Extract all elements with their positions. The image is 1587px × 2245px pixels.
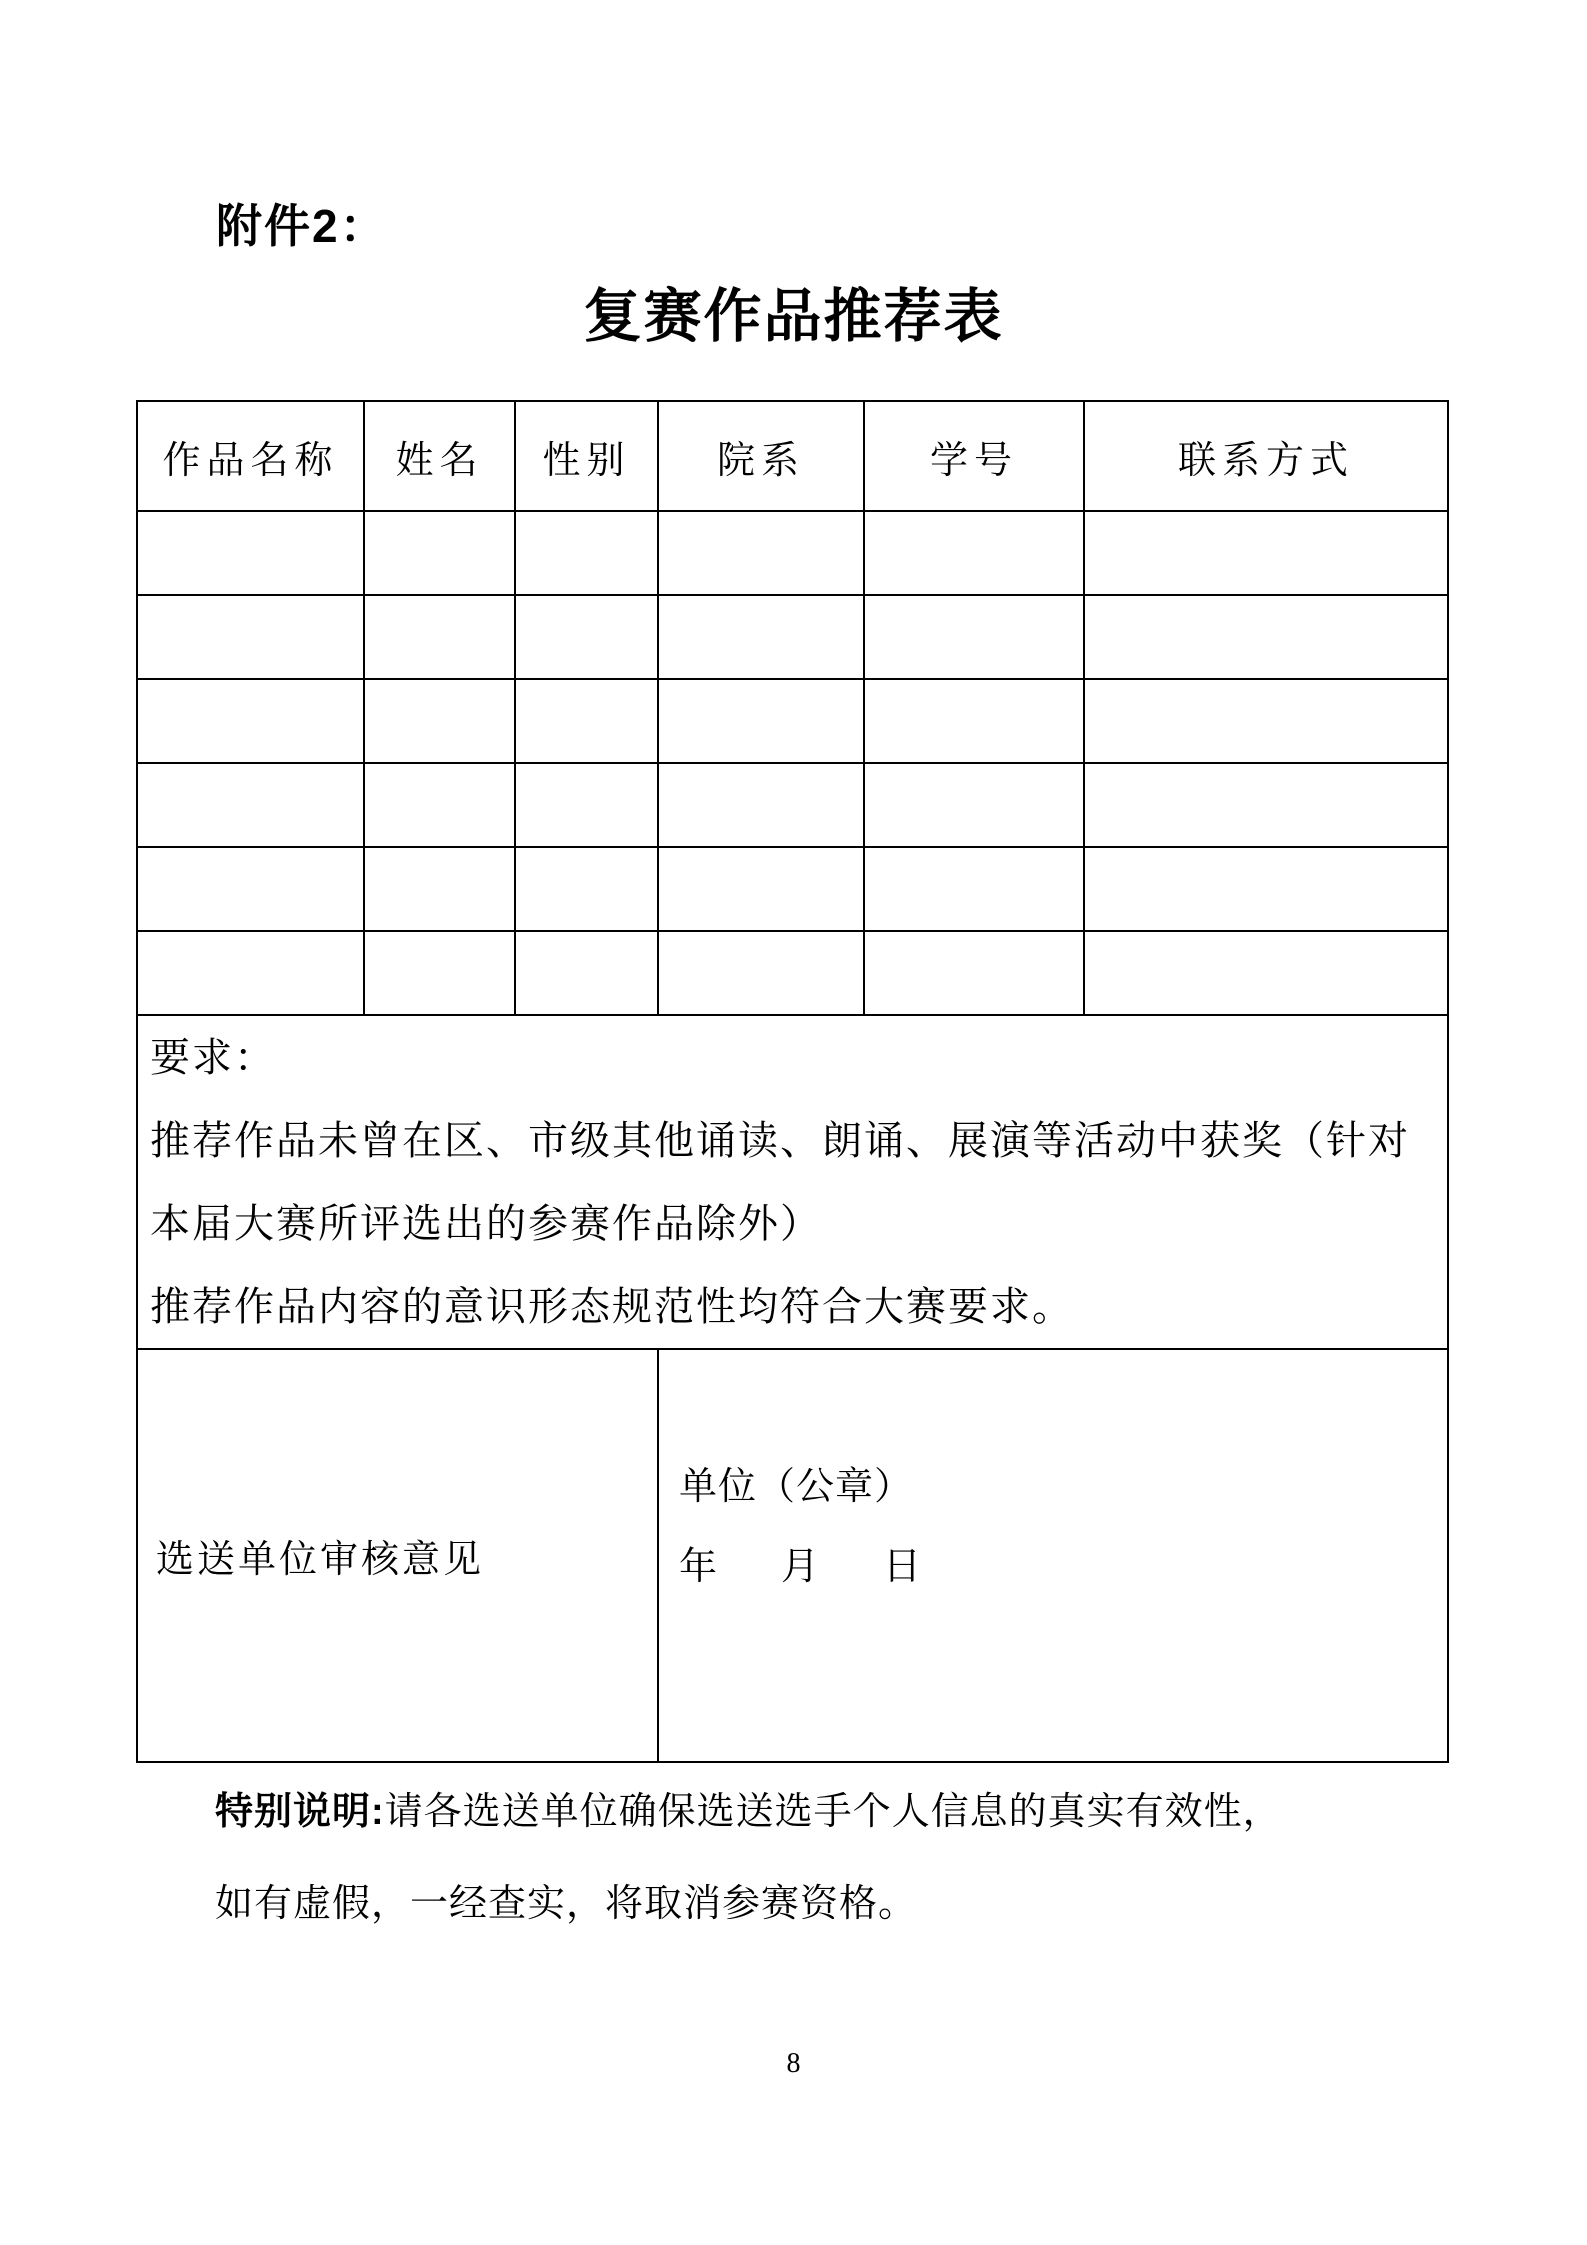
empty-cell	[515, 847, 658, 931]
empty-cell	[515, 763, 658, 847]
empty-cell	[364, 595, 515, 679]
empty-cell	[515, 931, 658, 1015]
empty-cell	[1084, 511, 1448, 595]
empty-cell	[1084, 595, 1448, 679]
page-number: 8	[786, 2048, 801, 2079]
empty-cell	[137, 763, 364, 847]
empty-cell	[864, 595, 1084, 679]
empty-cell	[658, 763, 864, 847]
header-cell-name: 姓名	[364, 401, 515, 511]
requirements-heading: 要求：	[150, 1035, 276, 1080]
empty-cell	[364, 931, 515, 1015]
empty-cell	[864, 511, 1084, 595]
empty-cell	[658, 679, 864, 763]
table-row	[137, 595, 1448, 679]
recommendation-form-table	[136, 400, 1449, 1763]
empty-cell	[864, 763, 1084, 847]
special-note-line-2: 如有虚假，一经查实，将取消参赛资格。	[215, 1883, 918, 1925]
requirements-cell	[137, 1015, 1448, 1349]
table-header-row	[137, 401, 1448, 511]
special-note	[215, 1788, 1455, 1928]
table-row	[137, 763, 1448, 847]
empty-cell	[364, 511, 515, 595]
unit-seal-line: 单位（公章）	[679, 1465, 914, 1508]
signature-block	[659, 1466, 1447, 1646]
special-note-text: 请各选送单位确保选送选手个人信息的真实有效性，	[384, 1791, 1282, 1833]
empty-cell	[658, 931, 864, 1015]
empty-cell	[515, 595, 658, 679]
empty-cell	[137, 679, 364, 763]
header-cell-department: 院系	[658, 401, 864, 511]
review-opinion-label: 选送单位审核意见	[156, 1539, 485, 1581]
table-row	[137, 931, 1448, 1015]
table-row	[137, 847, 1448, 931]
empty-cell	[137, 847, 364, 931]
header-cell-work-title: 作品名称	[137, 401, 364, 511]
review-row	[137, 1349, 1448, 1762]
empty-cell	[364, 847, 515, 931]
empty-cell	[864, 931, 1084, 1015]
special-note-line-1	[215, 1788, 1455, 1836]
table-row	[137, 511, 1448, 595]
empty-cell	[658, 511, 864, 595]
requirements-line: 推荐作品未曾在区、市级其他诵读、朗诵、展演等活动中获奖（针对	[150, 1118, 1410, 1163]
page-title: 复赛作品推荐表	[583, 284, 1004, 349]
table-row	[137, 679, 1448, 763]
header-cell-gender: 性别	[515, 401, 658, 511]
empty-cell	[658, 595, 864, 679]
review-sign-cell	[658, 1349, 1448, 1762]
special-note-lead: 特别说明:	[215, 1791, 385, 1833]
date-line: 年 月 日	[679, 1545, 923, 1588]
empty-cell	[1084, 763, 1448, 847]
empty-cell	[515, 679, 658, 763]
empty-cell	[137, 595, 364, 679]
empty-cell	[1084, 931, 1448, 1015]
header-cell-contact: 联系方式	[1084, 401, 1448, 511]
empty-cell	[1084, 847, 1448, 931]
attachment-label: 附件2：	[216, 200, 388, 252]
header-cell-student-id: 学号	[864, 401, 1084, 511]
empty-cell	[864, 847, 1084, 931]
empty-cell	[1084, 679, 1448, 763]
empty-cell	[137, 931, 364, 1015]
empty-cell	[515, 511, 658, 595]
requirements-row	[137, 1015, 1448, 1349]
empty-cell	[658, 847, 864, 931]
requirements-line: 推荐作品内容的意识形态规范性均符合大赛要求。	[150, 1284, 1074, 1329]
review-label-cell	[137, 1349, 658, 1762]
empty-cell	[864, 679, 1084, 763]
empty-cell	[137, 511, 364, 595]
requirements-line: 本届大赛所评选出的参赛作品除外）	[150, 1201, 822, 1246]
empty-cell	[364, 679, 515, 763]
empty-cell	[364, 763, 515, 847]
